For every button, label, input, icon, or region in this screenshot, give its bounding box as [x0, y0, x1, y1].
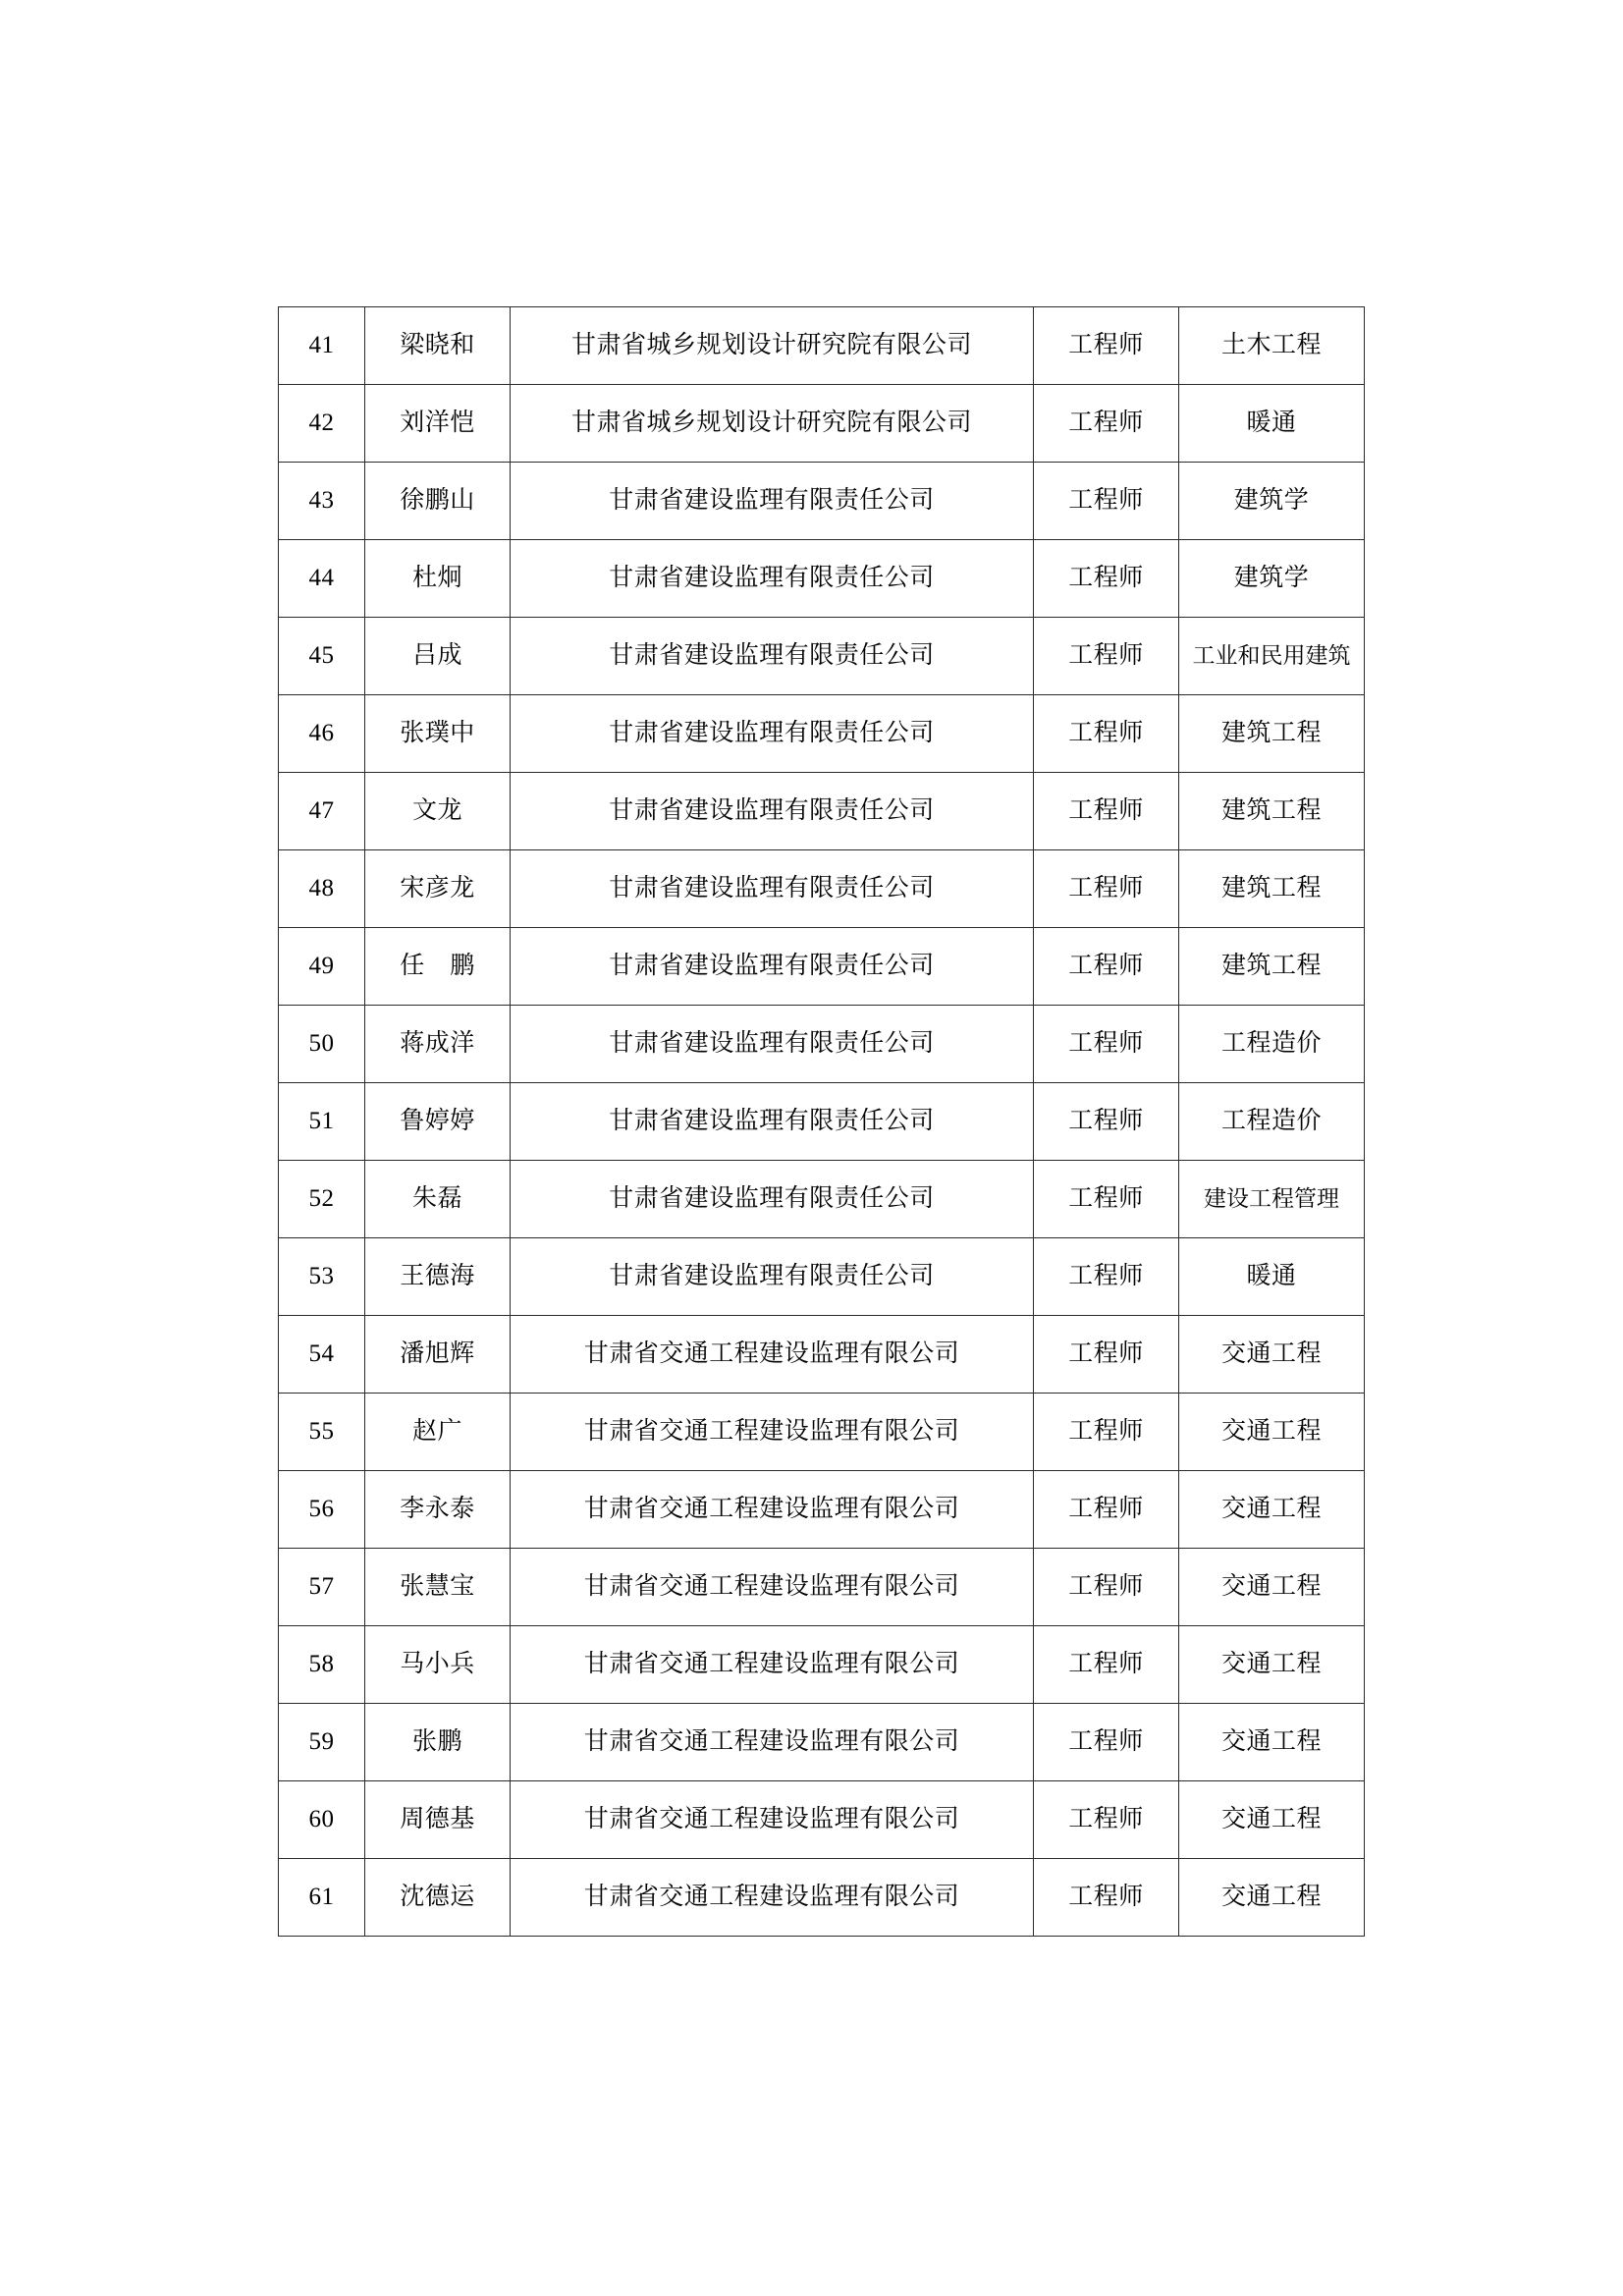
cell-title: 工程师 — [1034, 540, 1179, 618]
cell-index: 50 — [279, 1006, 365, 1083]
cell-index: 56 — [279, 1471, 365, 1549]
cell-title: 工程师 — [1034, 1471, 1179, 1549]
cell-organization: 甘肃省建设监理有限责任公司 — [511, 1238, 1034, 1316]
cell-title: 工程师 — [1034, 773, 1179, 850]
cell-major: 暖通 — [1179, 1238, 1365, 1316]
cell-major: 交通工程 — [1179, 1704, 1365, 1781]
cell-organization: 甘肃省建设监理有限责任公司 — [511, 1083, 1034, 1161]
cell-organization: 甘肃省建设监理有限责任公司 — [511, 618, 1034, 695]
table-row — [279, 773, 1365, 850]
cell-major: 交通工程 — [1179, 1626, 1365, 1704]
cell-index: 47 — [279, 773, 365, 850]
cell-major: 交通工程 — [1179, 1859, 1365, 1937]
cell-index: 42 — [279, 385, 365, 463]
table-row — [279, 928, 1365, 1006]
cell-title: 工程师 — [1034, 1626, 1179, 1704]
cell-major: 工业和民用建筑 — [1179, 618, 1365, 695]
cell-title: 工程师 — [1034, 1704, 1179, 1781]
cell-organization: 甘肃省交通工程建设监理有限公司 — [511, 1704, 1034, 1781]
cell-major: 建筑工程 — [1179, 773, 1365, 850]
roster-table-container — [278, 306, 1364, 1937]
cell-index: 46 — [279, 695, 365, 773]
cell-title: 工程师 — [1034, 1083, 1179, 1161]
cell-name: 周德基 — [365, 1781, 511, 1859]
cell-name: 张慧宝 — [365, 1549, 511, 1626]
table-row — [279, 850, 1365, 928]
cell-title: 工程师 — [1034, 695, 1179, 773]
cell-index: 49 — [279, 928, 365, 1006]
cell-name: 文龙 — [365, 773, 511, 850]
cell-major: 建筑学 — [1179, 540, 1365, 618]
cell-organization: 甘肃省交通工程建设监理有限公司 — [511, 1471, 1034, 1549]
cell-index: 43 — [279, 463, 365, 540]
cell-major: 建筑工程 — [1179, 695, 1365, 773]
cell-index: 41 — [279, 307, 365, 385]
cell-organization: 甘肃省建设监理有限责任公司 — [511, 773, 1034, 850]
cell-name: 赵广 — [365, 1394, 511, 1471]
cell-title: 工程师 — [1034, 385, 1179, 463]
cell-organization: 甘肃省交通工程建设监理有限公司 — [511, 1859, 1034, 1937]
cell-organization: 甘肃省城乡规划设计研究院有限公司 — [511, 307, 1034, 385]
cell-organization: 甘肃省建设监理有限责任公司 — [511, 463, 1034, 540]
cell-index: 57 — [279, 1549, 365, 1626]
roster-table — [278, 306, 1365, 1937]
table-row — [279, 1859, 1365, 1937]
cell-major: 交通工程 — [1179, 1394, 1365, 1471]
cell-name: 王德海 — [365, 1238, 511, 1316]
cell-major: 土木工程 — [1179, 307, 1365, 385]
cell-name: 沈德运 — [365, 1859, 511, 1937]
cell-index: 55 — [279, 1394, 365, 1471]
cell-organization: 甘肃省城乡规划设计研究院有限公司 — [511, 385, 1034, 463]
roster-table-body — [279, 307, 1365, 1937]
cell-name: 鲁婷婷 — [365, 1083, 511, 1161]
cell-major: 交通工程 — [1179, 1471, 1365, 1549]
cell-major: 工程造价 — [1179, 1083, 1365, 1161]
cell-name: 朱磊 — [365, 1161, 511, 1238]
cell-title: 工程师 — [1034, 1394, 1179, 1471]
cell-major: 交通工程 — [1179, 1781, 1365, 1859]
cell-organization: 甘肃省建设监理有限责任公司 — [511, 695, 1034, 773]
table-row — [279, 1549, 1365, 1626]
table-row — [279, 1781, 1365, 1859]
table-row — [279, 1083, 1365, 1161]
table-row — [279, 1471, 1365, 1549]
cell-organization: 甘肃省交通工程建设监理有限公司 — [511, 1626, 1034, 1704]
table-row — [279, 1316, 1365, 1394]
table-row — [279, 1006, 1365, 1083]
cell-index: 44 — [279, 540, 365, 618]
cell-index: 45 — [279, 618, 365, 695]
cell-organization: 甘肃省建设监理有限责任公司 — [511, 540, 1034, 618]
cell-name: 马小兵 — [365, 1626, 511, 1704]
cell-index: 58 — [279, 1626, 365, 1704]
table-row — [279, 1394, 1365, 1471]
cell-name: 梁晓和 — [365, 307, 511, 385]
cell-major: 工程造价 — [1179, 1006, 1365, 1083]
cell-major: 交通工程 — [1179, 1316, 1365, 1394]
cell-name: 徐鹏山 — [365, 463, 511, 540]
cell-major: 暖通 — [1179, 385, 1365, 463]
cell-name: 张璞中 — [365, 695, 511, 773]
cell-index: 59 — [279, 1704, 365, 1781]
table-row — [279, 1238, 1365, 1316]
cell-title: 工程师 — [1034, 1549, 1179, 1626]
cell-name: 杜炯 — [365, 540, 511, 618]
cell-name: 刘洋恺 — [365, 385, 511, 463]
cell-index: 53 — [279, 1238, 365, 1316]
cell-index: 61 — [279, 1859, 365, 1937]
cell-title: 工程师 — [1034, 1238, 1179, 1316]
cell-organization: 甘肃省交通工程建设监理有限公司 — [511, 1394, 1034, 1471]
cell-major: 建设工程管理 — [1179, 1161, 1365, 1238]
cell-major: 建筑工程 — [1179, 850, 1365, 928]
cell-organization: 甘肃省建设监理有限责任公司 — [511, 850, 1034, 928]
cell-title: 工程师 — [1034, 463, 1179, 540]
cell-title: 工程师 — [1034, 850, 1179, 928]
table-row — [279, 618, 1365, 695]
table-row — [279, 540, 1365, 618]
cell-organization: 甘肃省交通工程建设监理有限公司 — [511, 1781, 1034, 1859]
cell-title: 工程师 — [1034, 1161, 1179, 1238]
cell-name: 吕成 — [365, 618, 511, 695]
table-row — [279, 695, 1365, 773]
cell-name: 潘旭辉 — [365, 1316, 511, 1394]
cell-title: 工程师 — [1034, 1859, 1179, 1937]
cell-index: 48 — [279, 850, 365, 928]
cell-title: 工程师 — [1034, 618, 1179, 695]
table-row — [279, 1704, 1365, 1781]
cell-name: 李永泰 — [365, 1471, 511, 1549]
table-row — [279, 307, 1365, 385]
cell-title: 工程师 — [1034, 1316, 1179, 1394]
cell-index: 60 — [279, 1781, 365, 1859]
cell-name: 任 鹏 — [365, 928, 511, 1006]
cell-title: 工程师 — [1034, 928, 1179, 1006]
cell-title: 工程师 — [1034, 1781, 1179, 1859]
table-row — [279, 463, 1365, 540]
cell-name: 宋彦龙 — [365, 850, 511, 928]
cell-index: 54 — [279, 1316, 365, 1394]
cell-organization: 甘肃省交通工程建设监理有限公司 — [511, 1549, 1034, 1626]
cell-index: 52 — [279, 1161, 365, 1238]
table-row — [279, 1161, 1365, 1238]
cell-name: 蒋成洋 — [365, 1006, 511, 1083]
cell-title: 工程师 — [1034, 1006, 1179, 1083]
cell-major: 交通工程 — [1179, 1549, 1365, 1626]
cell-organization: 甘肃省建设监理有限责任公司 — [511, 928, 1034, 1006]
cell-major: 建筑工程 — [1179, 928, 1365, 1006]
cell-name: 张鹏 — [365, 1704, 511, 1781]
cell-title: 工程师 — [1034, 307, 1179, 385]
cell-organization: 甘肃省交通工程建设监理有限公司 — [511, 1316, 1034, 1394]
cell-organization: 甘肃省建设监理有限责任公司 — [511, 1161, 1034, 1238]
table-row — [279, 1626, 1365, 1704]
cell-organization: 甘肃省建设监理有限责任公司 — [511, 1006, 1034, 1083]
cell-index: 51 — [279, 1083, 365, 1161]
table-row — [279, 385, 1365, 463]
cell-major: 建筑学 — [1179, 463, 1365, 540]
